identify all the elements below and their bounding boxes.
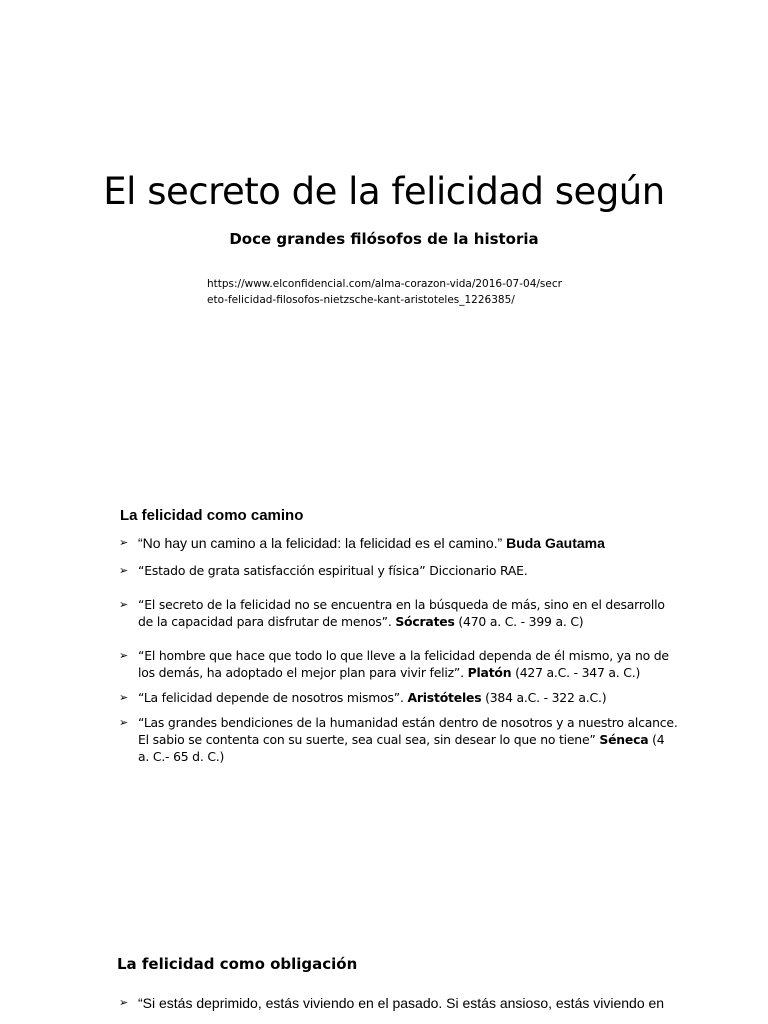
quote-dates: (384 a.C. - 322 a.C.) — [481, 690, 607, 705]
quote-text: “Las grandes bendiciones de la humanidad están dentro de nosotros y a nuestro alcance. El sabio se contenta con su suerte, sea cual sea, sin desear lo que no tiene” — [138, 715, 678, 747]
quote-text: “La felicidad depende de nosotros mismos”. — [138, 690, 408, 705]
quote-text: “Si estás deprimido, estás viviendo en el pasado. Si estás ansioso, estás viviendo en — [138, 995, 665, 1011]
document-subtitle: Doce grandes filósofos de la historia — [229, 230, 539, 248]
list-item — [119, 689, 679, 706]
quote-text: “Estado de grata satisfacción espiritual y física” Diccionario RAE. — [138, 563, 528, 578]
quote-dates: (470 a. C. - 399 a. C) — [454, 614, 584, 629]
section-heading-camino: La felicidad como camino — [120, 507, 304, 524]
quote-list-camino — [119, 535, 679, 765]
quote-text: “El secreto de la felicidad no se encuentra en la búsqueda de más, sino en el desarrollo de la capacidad para disfrutar de menos”. — [138, 597, 665, 629]
list-item — [119, 535, 679, 552]
source-url[interactable]: https://www.elconfidencial.com/alma-corazon-vida/2016-07-04/secreto-felicidad-filosofos-nietzsche-kant-aristoteles_1226385/ — [207, 278, 562, 306]
list-item — [119, 596, 679, 630]
document-title: El secreto de la felicidad según — [103, 170, 665, 213]
section-heading-obligacion: La felicidad como obligación — [117, 955, 358, 973]
quote-author: Séneca — [599, 732, 649, 747]
quote-list-obligacion — [119, 995, 679, 1012]
quote-author: Aristóteles — [407, 690, 482, 705]
list-item — [119, 995, 679, 1012]
list-item — [119, 647, 679, 681]
quote-text: “No hay un camino a la felicidad: la felicidad es el camino.” — [138, 535, 507, 551]
list-item — [119, 714, 679, 765]
quote-dates: (4 a. C.- 65 d. C.) — [138, 732, 665, 764]
list-item — [119, 562, 679, 579]
quote-author: Buda Gautama — [506, 535, 605, 551]
quote-text: “El hombre que hace que todo lo que lleve a la felicidad dependa de él mismo, ya no de los demás, ha adoptado el mejor plan para vivir feliz”. — [138, 648, 669, 680]
quote-dates: (427 a.C. - 347 a. C.) — [511, 665, 641, 680]
quote-author: Platón — [467, 665, 512, 680]
quote-author: Sócrates — [395, 614, 455, 629]
